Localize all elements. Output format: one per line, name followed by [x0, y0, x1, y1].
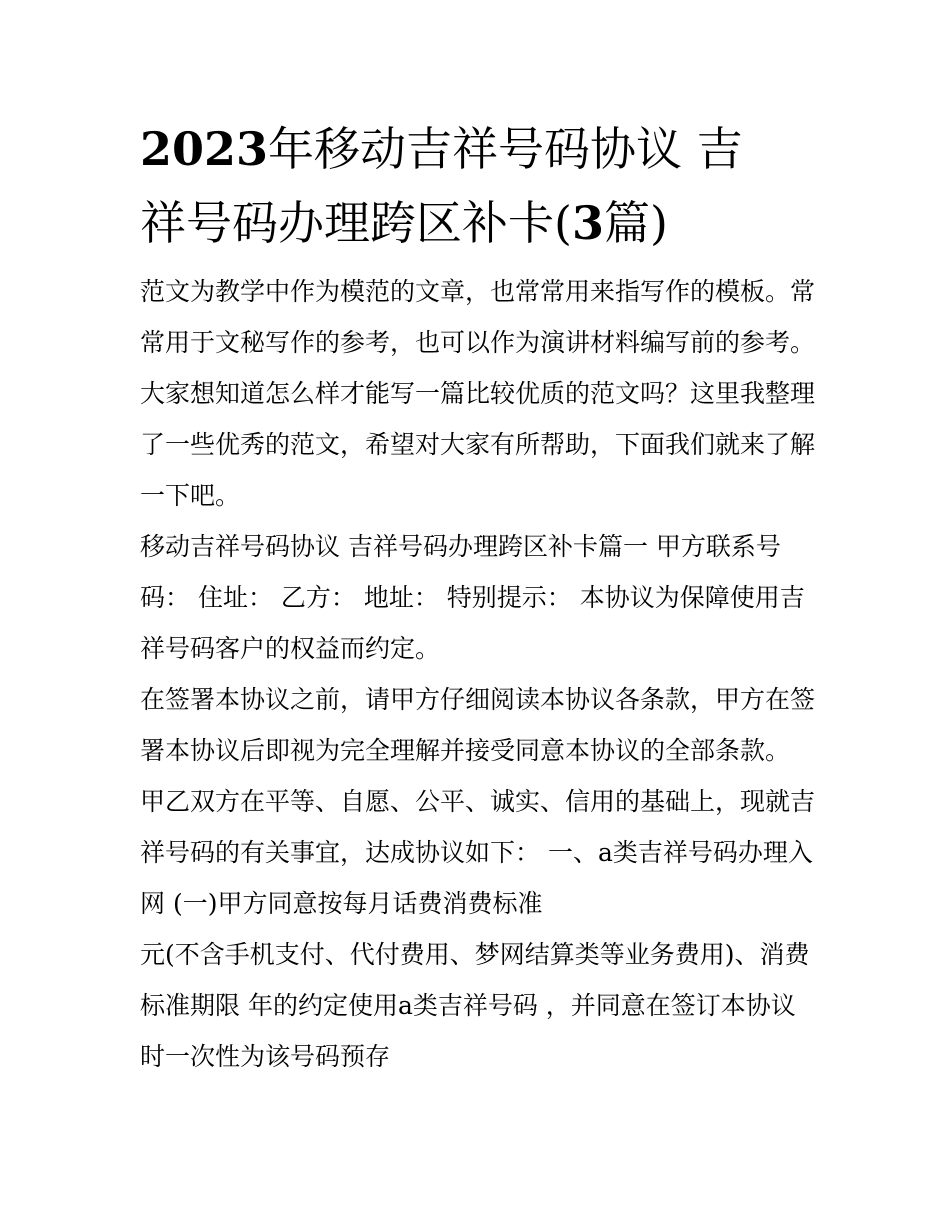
title-text-3: 篇) — [603, 196, 668, 250]
paragraph-notice: 在签署本协议之前，请甲方仔细阅读本协议各条款，甲方在签署本协议后即视为完全理解并接受同意本协议的全部条款。 — [140, 685, 816, 765]
paragraph-intro: 范文为教学中作为模范的文章，也常常用来指写作的模板。常常用于文秘写作的参考，也可以作为演讲材料编写前的参考。大家想知道怎么样才能写一篇比较优质的范文吗？这里我整理了一些优秀的范文，希望对大家有所帮助，下面我们就来了解一下吧。 — [140, 277, 816, 510]
title-text-1: 年移动吉祥号码协议 吉 — [268, 122, 743, 176]
title-count: 3 — [571, 196, 604, 250]
paragraph-agreement: 甲乙双方在平等、自愿、公平、诚实、信用的基础上，现就吉祥号码的有关事宜，达成协议如下： 一、a类吉祥号码办理入网 (一)甲方同意按每月话费消费标准 — [140, 787, 816, 918]
paragraph-parties: 移动吉祥号码协议 吉祥号码办理跨区补卡篇一 甲方联系号码： 住址： 乙方： 地址： 特别提示： 本协议为保障使用吉祥号码客户的权益而约定。 — [140, 532, 805, 663]
title-year: 2023 — [140, 122, 269, 176]
title-text-2: 祥号码办理跨区补卡( — [140, 196, 572, 250]
paragraph-terms: 元(不含手机支付、代付费用、梦网结算类等业务费用)、消费标准期限 年的约定使用a类吉祥号码 ，并同意在签订本协议时一次性为该号码预存 — [140, 940, 810, 1071]
document-title — [140, 112, 820, 260]
document-body — [140, 112, 820, 1082]
